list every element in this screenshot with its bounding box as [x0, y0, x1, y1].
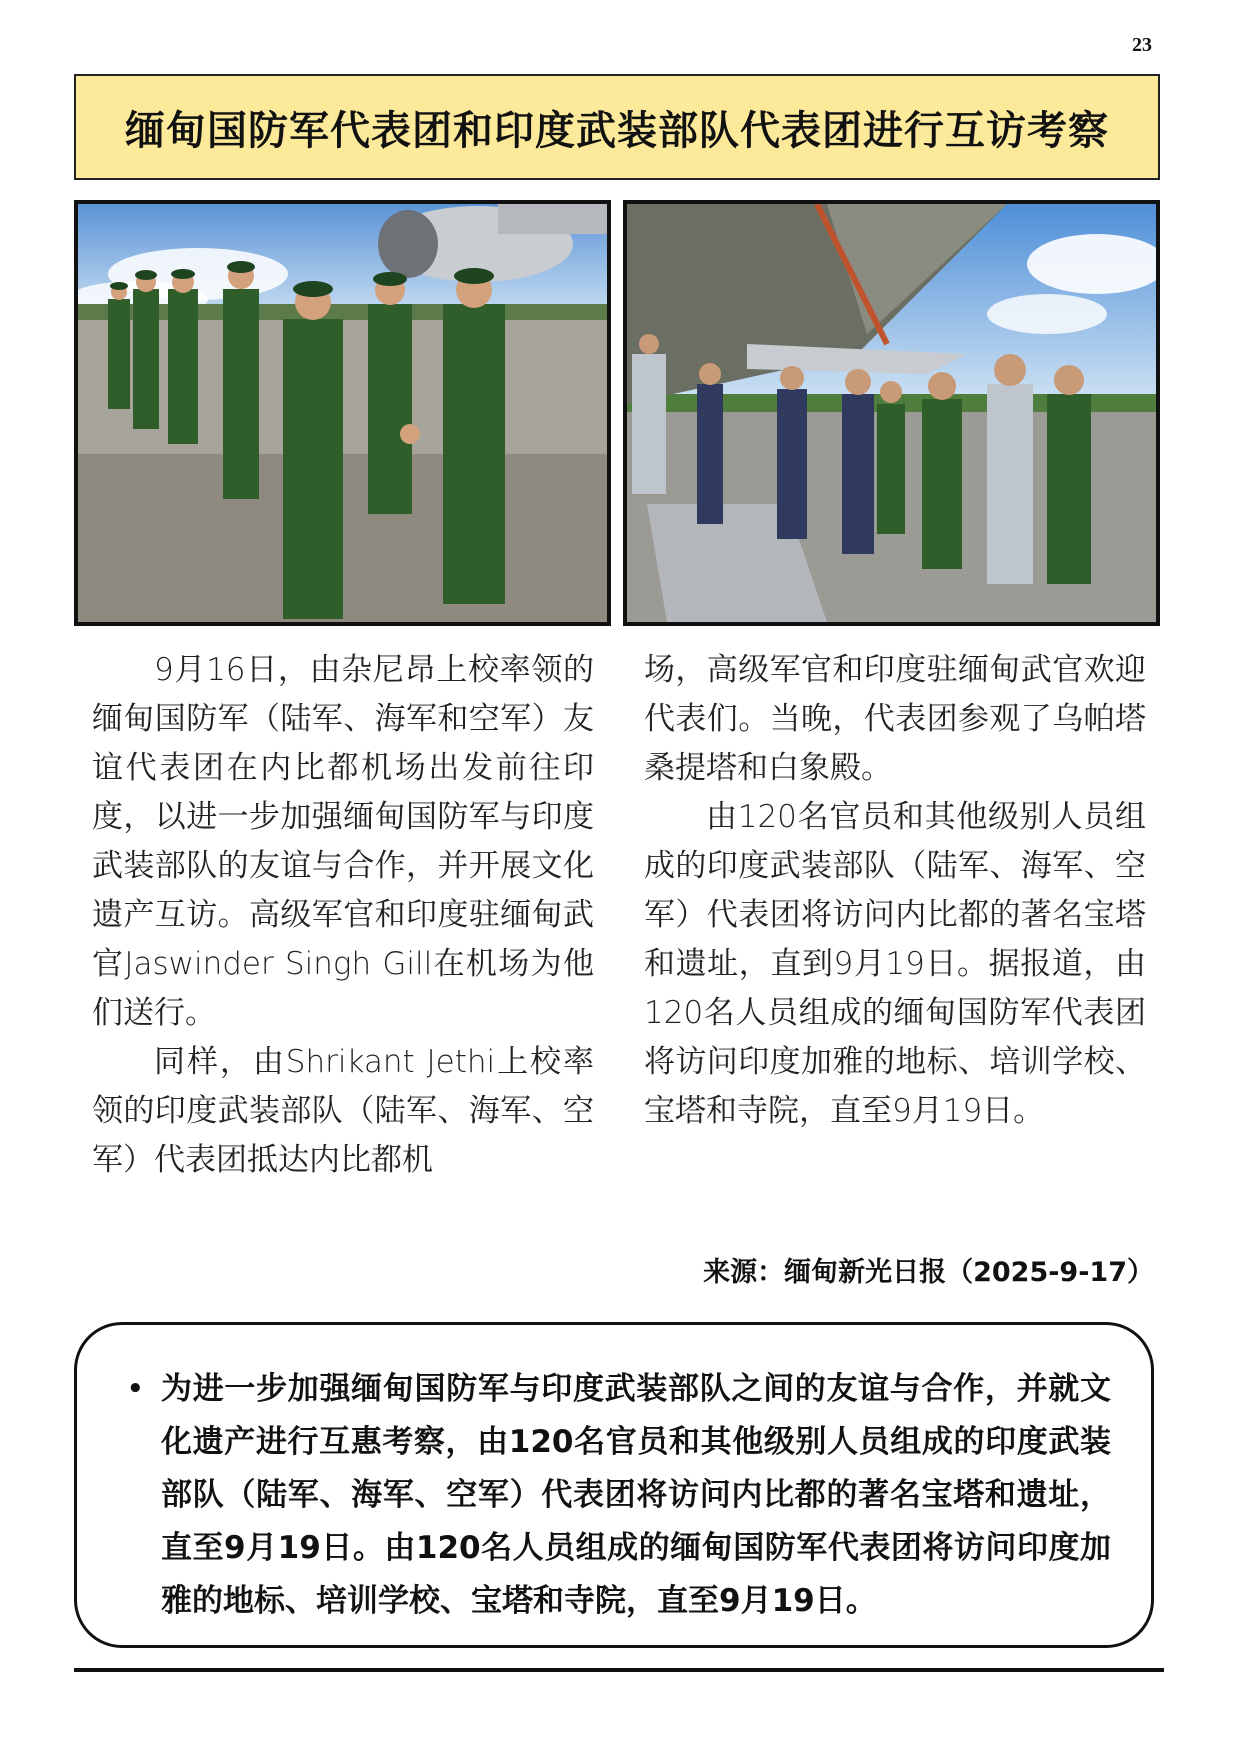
paragraph: 场，高级军官和印度驻缅甸武官欢迎代表们。当晚，代表团参观了乌帕塔桑提塔和白象殿。 — [644, 652, 1146, 786]
source-citation: 来源：缅甸新光日报（2025-9-17） — [703, 1257, 1154, 1288]
photo-farewell-illustration — [78, 204, 607, 622]
paragraph: 由120名官员和其他级别人员组成的印度武装部队（陆军、海军、空军）代表团将访问内比都的著名宝塔和遗址，直到9月19日。据报道，由120名人员组成的缅甸国防军代表团将访问印度加雅的地标、培训学校、宝塔和寺院，直至9月19日。 — [644, 799, 1146, 1129]
paragraph: 9月16日，由杂尼昂上校率领的缅甸国防军（陆军、海军和空军）友谊代表团在内比都机场出发前往印度，以进一步加强缅甸国防军与印度武装部队的友谊与合作，并开展文化遗产互访。高级军官和印度驻缅甸武官Jaswinder Singh Gill在机场为他们送行。 — [92, 652, 594, 1031]
article-title: 缅甸国防军代表团和印度武装部队代表团进行互访考察 — [125, 107, 1109, 154]
photo-arrival-illustration — [627, 204, 1156, 622]
article-column-right — [644, 646, 1146, 1185]
article-body — [92, 646, 1146, 1185]
photo-arrival-aircraft — [623, 200, 1160, 626]
bullet-icon: • — [127, 1374, 144, 1404]
article-column-left — [92, 646, 594, 1185]
summary-item — [127, 1363, 1111, 1628]
summary-text: 为进一步加强缅甸国防军与印度武装部队之间的友谊与合作，并就文化遗产进行互惠考察，由120名官员和其他级别人员组成的印度武装部队（陆军、海军、空军）代表团将访问内比都的著名宝塔和遗址，直至9月19日。由120名人员组成的缅甸国防军代表团将访问印度加雅的地标、培训学校、宝塔和寺院，直至9月19日。 — [161, 1371, 1111, 1619]
summary-list — [127, 1363, 1111, 1628]
summary-box — [74, 1322, 1154, 1648]
photo-farewell-tarmac — [74, 200, 611, 626]
paragraph: 同样，由Shrikant Jethi上校率领的印度武装部队（陆军、海军、空军）代表团抵达内比都机 — [92, 1044, 594, 1178]
bottom-divider — [74, 1668, 1164, 1672]
title-banner — [74, 74, 1160, 180]
page-number: 23 — [1132, 34, 1152, 56]
